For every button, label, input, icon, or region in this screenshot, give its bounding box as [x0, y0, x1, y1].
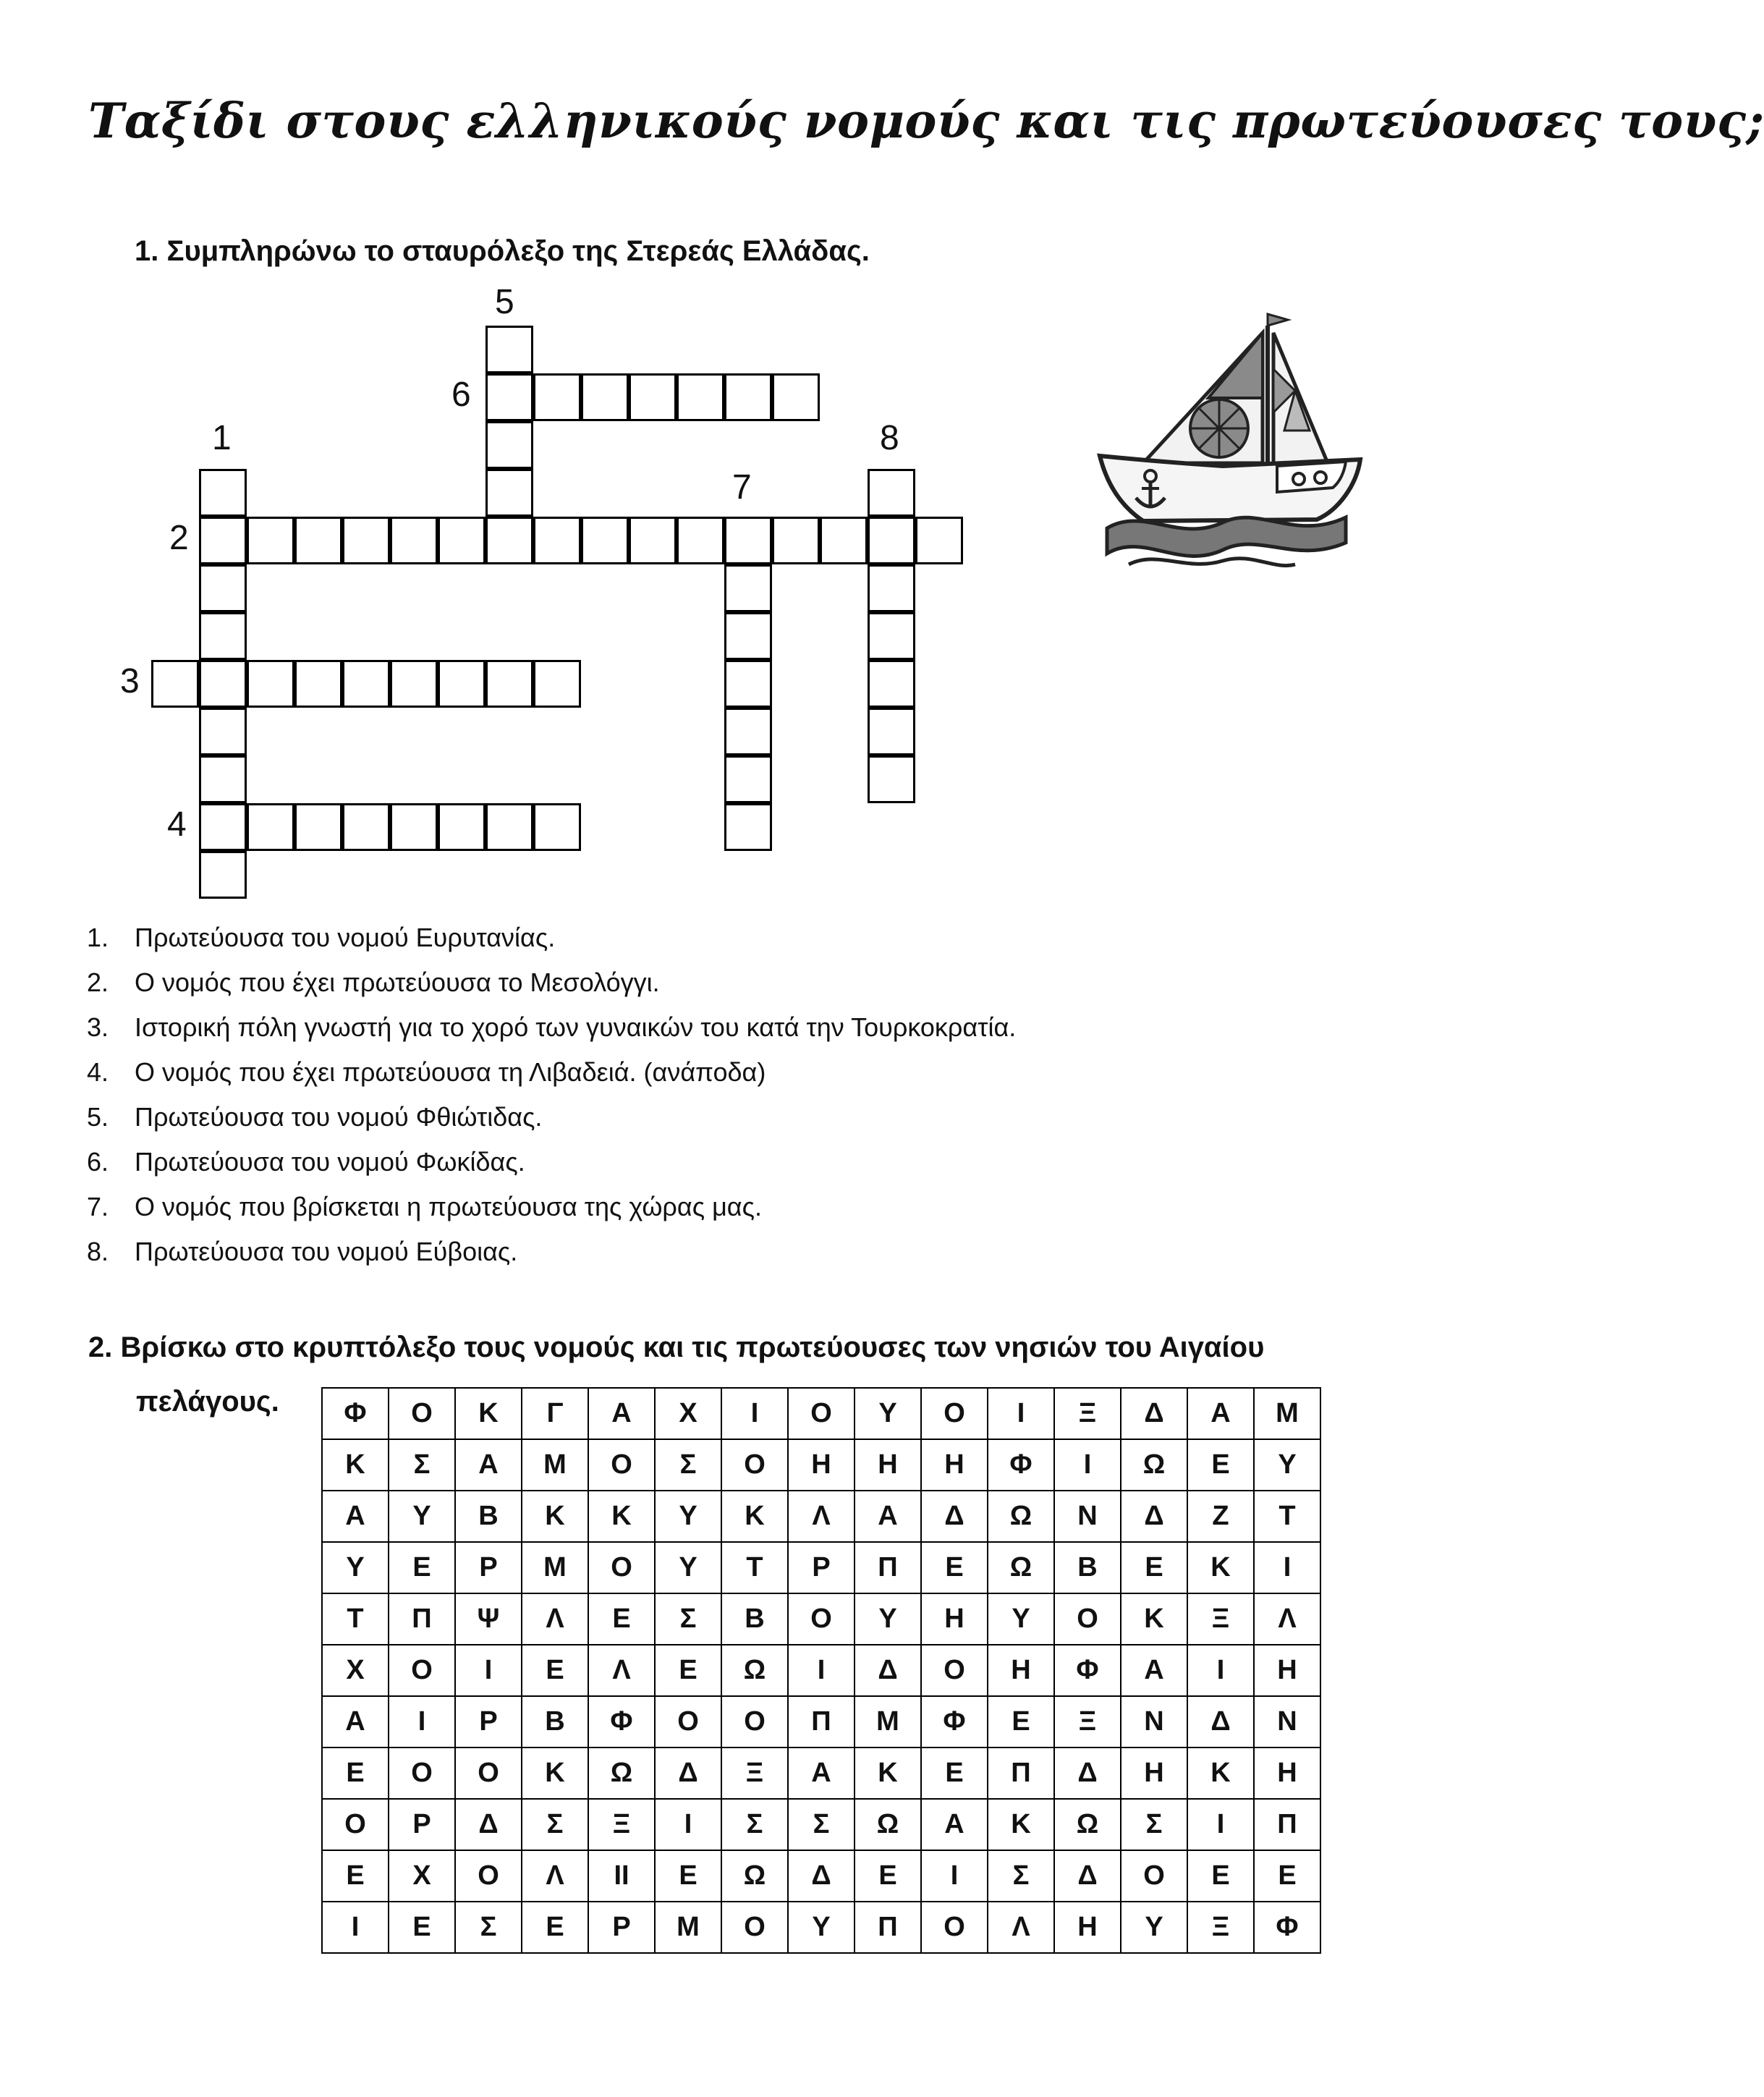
word-search-cell[interactable]: Χ — [322, 1645, 389, 1696]
word-search-cell[interactable]: Ε — [522, 1645, 588, 1696]
word-search-row — [322, 1491, 1320, 1542]
word-search-cell[interactable]: Ο — [389, 1748, 455, 1799]
word-search-cell[interactable]: Ε — [655, 1850, 721, 1902]
word-search-row — [322, 1439, 1320, 1491]
word-search-cell[interactable]: Ο — [588, 1439, 655, 1491]
crossword-cell[interactable] — [294, 517, 342, 564]
crossword-cell[interactable] — [151, 660, 199, 708]
word-search-cell[interactable]: Δ — [1054, 1748, 1121, 1799]
word-search-cell[interactable]: Φ — [322, 1388, 389, 1439]
clue-item — [87, 1140, 1016, 1185]
crossword-cell[interactable] — [485, 326, 533, 373]
word-search-cell[interactable]: Ζ — [1187, 1491, 1254, 1542]
word-search-cell[interactable]: Κ — [1121, 1593, 1187, 1645]
crossword-cell[interactable] — [199, 851, 247, 899]
word-search-row — [322, 1593, 1320, 1645]
crossword-cell[interactable] — [820, 517, 868, 564]
word-search-cell[interactable]: Δ — [655, 1748, 721, 1799]
word-search-cell[interactable]: Η — [1121, 1748, 1187, 1799]
word-search-cell[interactable]: Γ — [522, 1388, 588, 1439]
word-search-cell[interactable]: Σ — [1121, 1799, 1187, 1850]
word-search-cell[interactable]: Ο — [921, 1902, 988, 1953]
word-search-cell[interactable]: Δ — [1054, 1850, 1121, 1902]
word-search-cell[interactable]: Α — [588, 1388, 655, 1439]
word-search-cell[interactable]: Ρ — [455, 1542, 522, 1593]
crossword-number: 1 — [212, 419, 232, 457]
word-search-cell[interactable]: Ε — [1187, 1850, 1254, 1902]
word-search-cell[interactable]: Κ — [455, 1388, 522, 1439]
clue-item — [87, 1050, 1016, 1095]
crossword-cell[interactable] — [868, 469, 915, 517]
crossword-cell[interactable] — [868, 517, 915, 564]
crossword-cell[interactable] — [485, 660, 533, 708]
word-search-cell[interactable]: Ο — [788, 1388, 855, 1439]
word-search-cell[interactable]: Π — [855, 1902, 921, 1953]
word-search-cell[interactable]: Ξ — [721, 1748, 788, 1799]
word-search-cell[interactable]: Β — [522, 1696, 588, 1748]
word-search-cell[interactable]: Σ — [389, 1439, 455, 1491]
word-search-cell[interactable]: Ξ — [1187, 1593, 1254, 1645]
word-search-cell[interactable]: Ο — [655, 1696, 721, 1748]
word-search-cell[interactable]: Λ — [988, 1902, 1054, 1953]
clue-item — [87, 915, 1016, 960]
crossword-cell[interactable] — [868, 755, 915, 803]
word-search-cell[interactable]: Υ — [1254, 1439, 1320, 1491]
word-search-cell[interactable]: Ω — [988, 1542, 1054, 1593]
crossword-cell[interactable] — [724, 373, 772, 421]
word-search-cell[interactable]: Κ — [1187, 1748, 1254, 1799]
crossword-cell[interactable] — [629, 373, 677, 421]
word-search-cell[interactable]: Μ — [655, 1902, 721, 1953]
word-search-cell[interactable]: Ο — [1121, 1850, 1187, 1902]
crossword-cell[interactable] — [868, 564, 915, 612]
crossword-cell[interactable] — [533, 373, 581, 421]
word-search-cell[interactable]: Ο — [1054, 1593, 1121, 1645]
clue-item — [87, 1185, 1016, 1229]
word-search-cell[interactable]: Σ — [788, 1799, 855, 1850]
section2-heading-continued: πελάγους. — [136, 1386, 279, 1418]
word-search-cell[interactable]: Ω — [721, 1850, 788, 1902]
crossword-cell[interactable] — [390, 517, 438, 564]
crossword-number: 7 — [732, 468, 752, 507]
word-search-row — [322, 1748, 1320, 1799]
word-search-cell[interactable]: Υ — [855, 1388, 921, 1439]
crossword-number: 3 — [120, 662, 140, 700]
word-search-cell[interactable]: Η — [855, 1439, 921, 1491]
word-search-cell[interactable]: Ο — [921, 1388, 988, 1439]
word-search-cell[interactable]: Π — [855, 1542, 921, 1593]
word-search-cell[interactable]: Ω — [588, 1748, 655, 1799]
clue-text: Ο νομός που έχει πρωτεύουσα το Μεσολόγγι. — [135, 967, 660, 997]
crossword-cell[interactable] — [868, 612, 915, 660]
word-search-cell[interactable]: Χ — [389, 1850, 455, 1902]
crossword-cell[interactable] — [294, 660, 342, 708]
word-search-cell[interactable]: Λ — [788, 1491, 855, 1542]
clue-number: 5. — [87, 1102, 109, 1132]
word-search-cell[interactable]: Λ — [522, 1593, 588, 1645]
word-search-cell[interactable]: Β — [721, 1593, 788, 1645]
word-search-row — [322, 1696, 1320, 1748]
crossword-cell[interactable] — [868, 660, 915, 708]
word-search-cell[interactable]: Ο — [721, 1696, 788, 1748]
word-search-cell[interactable]: Δ — [1121, 1388, 1187, 1439]
word-search-cell[interactable]: Κ — [855, 1748, 921, 1799]
word-search-cell[interactable]: Ρ — [788, 1542, 855, 1593]
clue-number: 7. — [87, 1192, 109, 1221]
crossword-cell[interactable] — [629, 517, 677, 564]
word-search-cell[interactable]: Μ — [522, 1439, 588, 1491]
word-search-cell[interactable]: Κ — [522, 1748, 588, 1799]
clue-number: 6. — [87, 1147, 109, 1177]
word-search-cell[interactable]: Ε — [921, 1748, 988, 1799]
crossword-cell[interactable] — [868, 708, 915, 755]
crossword-number: 4 — [167, 805, 187, 844]
section2-heading: 2. Βρίσκω στο κρυπτόλεξο τους νομούς και τις πρωτεύουσες των νησιών του Αιγαίου — [88, 1331, 1265, 1363]
word-search-cell[interactable]: Ο — [455, 1748, 522, 1799]
word-search-row — [322, 1799, 1320, 1850]
word-search-cell[interactable]: Σ — [988, 1850, 1054, 1902]
word-search-cell[interactable]: Τ — [721, 1542, 788, 1593]
word-search-cell[interactable]: Φ — [1054, 1645, 1121, 1696]
word-search-cell[interactable]: Δ — [855, 1645, 921, 1696]
word-search-cell[interactable]: Σ — [721, 1799, 788, 1850]
word-search-cell[interactable]: Υ — [655, 1491, 721, 1542]
crossword-cell[interactable] — [485, 469, 533, 517]
clue-item — [87, 960, 1016, 1005]
crossword-cell[interactable] — [199, 517, 247, 564]
word-search-cell[interactable]: Ψ — [455, 1593, 522, 1645]
crossword-cell[interactable] — [199, 708, 247, 755]
crossword-cell[interactable] — [772, 373, 820, 421]
clue-text: Ο νομός που έχει πρωτεύουσα τη Λιβαδειά. (ανάποδα) — [135, 1057, 766, 1087]
crossword-cell[interactable] — [772, 517, 820, 564]
word-search-cell[interactable]: Ε — [389, 1542, 455, 1593]
word-search-cell[interactable]: Α — [322, 1696, 389, 1748]
word-search-cell[interactable]: Π — [988, 1748, 1054, 1799]
word-search-cell[interactable]: Ε — [322, 1748, 389, 1799]
word-search-cell[interactable]: Κ — [322, 1439, 389, 1491]
crossword-cell[interactable] — [247, 517, 294, 564]
word-search-cell[interactable]: Υ — [988, 1593, 1054, 1645]
word-search-cell[interactable]: Α — [1187, 1388, 1254, 1439]
word-search-cell[interactable]: Τ — [322, 1593, 389, 1645]
word-search-cell[interactable]: Η — [921, 1439, 988, 1491]
clue-text: Πρωτεύουσα του νομού Ευρυτανίας. — [135, 923, 556, 952]
word-search-cell[interactable]: Ι — [788, 1645, 855, 1696]
word-search-cell[interactable]: Υ — [1121, 1902, 1187, 1953]
word-search-cell[interactable]: Φ — [588, 1696, 655, 1748]
word-search-cell[interactable]: Υ — [655, 1542, 721, 1593]
clues-list — [87, 915, 1016, 1274]
word-search-cell[interactable]: Ι — [1187, 1799, 1254, 1850]
word-search-row — [322, 1850, 1320, 1902]
word-search-grid — [321, 1387, 1321, 1954]
crossword-number: 2 — [169, 519, 189, 557]
crossword-cell[interactable] — [677, 517, 724, 564]
word-search-cell[interactable]: Ω — [1054, 1799, 1121, 1850]
word-search-cell[interactable]: Ι — [455, 1645, 522, 1696]
word-search-cell[interactable]: Ο — [588, 1542, 655, 1593]
word-search-cell[interactable]: Σ — [455, 1902, 522, 1953]
word-search-row — [322, 1542, 1320, 1593]
word-search-cell[interactable]: Ξ — [1054, 1696, 1121, 1748]
word-search-cell[interactable]: Λ — [588, 1645, 655, 1696]
word-search-cell[interactable]: Υ — [788, 1902, 855, 1953]
word-search-cell[interactable]: Ι — [1054, 1439, 1121, 1491]
crossword-cell[interactable] — [342, 803, 390, 851]
word-search-cell[interactable]: Ο — [788, 1593, 855, 1645]
crossword-cell[interactable] — [724, 612, 772, 660]
word-search-cell[interactable]: Σ — [522, 1799, 588, 1850]
word-search-cell[interactable]: ΙΙ — [588, 1850, 655, 1902]
clue-item — [87, 1095, 1016, 1140]
word-search-cell[interactable]: Η — [1054, 1902, 1121, 1953]
word-search-cell[interactable]: Η — [788, 1439, 855, 1491]
crossword-cell[interactable] — [915, 517, 963, 564]
page-title: Ταξίδι στους ελληνικούς νομούς και τις πρωτεύουσες τους; — [88, 93, 1764, 149]
word-search-cell[interactable]: Ο — [921, 1645, 988, 1696]
clue-text: Ο νομός που βρίσκεται η πρωτεύουσα της χώρας μας. — [135, 1192, 762, 1221]
word-search-cell[interactable]: Ε — [921, 1542, 988, 1593]
word-search-cell[interactable]: Ι — [921, 1850, 988, 1902]
clue-text: Πρωτεύουσα του νομού Φωκίδας. — [135, 1147, 525, 1177]
clue-item — [87, 1005, 1016, 1050]
word-search-cell[interactable]: Ι — [655, 1799, 721, 1850]
word-search-cell[interactable]: Ε — [1187, 1439, 1254, 1491]
word-search-cell[interactable]: Η — [1254, 1645, 1320, 1696]
word-search-cell[interactable]: Α — [1121, 1645, 1187, 1696]
word-search-cell[interactable]: Ω — [988, 1491, 1054, 1542]
word-search-cell[interactable]: Ξ — [1054, 1388, 1121, 1439]
crossword-cell[interactable] — [724, 564, 772, 612]
crossword-cell[interactable] — [438, 517, 485, 564]
word-search-cell[interactable]: Ρ — [455, 1696, 522, 1748]
word-search-cell[interactable]: Ο — [721, 1902, 788, 1953]
word-search-cell[interactable]: Η — [921, 1593, 988, 1645]
word-search-cell[interactable]: Υ — [322, 1542, 389, 1593]
word-search-cell[interactable]: Ε — [1254, 1850, 1320, 1902]
crossword-cell[interactable] — [485, 517, 533, 564]
word-search-cell[interactable]: Η — [988, 1645, 1054, 1696]
word-search-cell[interactable]: Δ — [1121, 1491, 1187, 1542]
word-search-cell[interactable]: Ν — [1054, 1491, 1121, 1542]
crossword-number: 5 — [495, 283, 514, 321]
clue-text: Πρωτεύουσα του νομού Εύβοιας. — [135, 1237, 518, 1266]
word-search-cell[interactable]: Κ — [1187, 1542, 1254, 1593]
word-search-cell[interactable]: Ε — [389, 1902, 455, 1953]
sailboat-illustration — [1078, 311, 1375, 586]
word-search-cell[interactable]: Π — [1254, 1799, 1320, 1850]
word-search-cell[interactable]: Ω — [1121, 1439, 1187, 1491]
clue-number: 1. — [87, 923, 109, 952]
word-search-cell[interactable]: Σ — [655, 1439, 721, 1491]
word-search-cell[interactable]: Ο — [455, 1850, 522, 1902]
crossword-cell[interactable] — [199, 612, 247, 660]
word-search-cell[interactable]: Λ — [1254, 1593, 1320, 1645]
word-search-cell[interactable]: Ι — [988, 1388, 1054, 1439]
word-search-cell[interactable]: Φ — [1254, 1902, 1320, 1953]
word-search-cell[interactable]: Μ — [522, 1542, 588, 1593]
crossword-cell[interactable] — [533, 517, 581, 564]
word-search-cell[interactable]: Α — [855, 1491, 921, 1542]
crossword-cell[interactable] — [724, 517, 772, 564]
clue-number: 4. — [87, 1057, 109, 1087]
word-search-cell[interactable]: Ι — [1187, 1645, 1254, 1696]
word-search-cell[interactable]: Ο — [721, 1439, 788, 1491]
word-search-cell[interactable]: Μ — [855, 1696, 921, 1748]
crossword-cell[interactable] — [485, 421, 533, 469]
clue-text: Πρωτεύουσα του νομού Φθιώτιδας. — [135, 1102, 543, 1132]
word-search-cell[interactable]: Ρ — [588, 1902, 655, 1953]
word-search-cell[interactable]: Δ — [788, 1850, 855, 1902]
crossword-cell[interactable] — [677, 373, 724, 421]
word-search-cell[interactable]: Α — [455, 1439, 522, 1491]
crossword-cell[interactable] — [485, 803, 533, 851]
word-search-cell[interactable]: Ε — [588, 1593, 655, 1645]
crossword-number: 6 — [451, 376, 471, 414]
word-search-cell[interactable]: Δ — [1187, 1696, 1254, 1748]
crossword-cell[interactable] — [294, 803, 342, 851]
crossword-cell[interactable] — [533, 803, 581, 851]
crossword-cell[interactable] — [724, 755, 772, 803]
word-search-cell[interactable]: Λ — [522, 1850, 588, 1902]
word-search-cell[interactable]: Ν — [1121, 1696, 1187, 1748]
word-search-cell[interactable]: Ω — [721, 1645, 788, 1696]
word-search-cell[interactable]: Ρ — [389, 1799, 455, 1850]
word-search-cell[interactable]: Κ — [588, 1491, 655, 1542]
word-search-cell[interactable]: Ν — [1254, 1696, 1320, 1748]
crossword-cell[interactable] — [390, 803, 438, 851]
word-search-cell[interactable]: Ω — [855, 1799, 921, 1850]
word-search-cell[interactable]: Ο — [389, 1645, 455, 1696]
word-search-cell[interactable]: Ο — [322, 1799, 389, 1850]
word-search-cell[interactable]: Τ — [1254, 1491, 1320, 1542]
crossword-cell[interactable] — [724, 660, 772, 708]
word-search-cell[interactable]: Β — [1054, 1542, 1121, 1593]
word-search-cell[interactable]: Ε — [855, 1850, 921, 1902]
word-search-cell[interactable]: Α — [921, 1799, 988, 1850]
crossword-cell[interactable] — [247, 803, 294, 851]
crossword-cell[interactable] — [581, 373, 629, 421]
crossword-cell[interactable] — [342, 660, 390, 708]
crossword-cell[interactable] — [724, 708, 772, 755]
crossword-cell[interactable] — [485, 373, 533, 421]
word-search-cell[interactable]: Σ — [655, 1593, 721, 1645]
word-search-cell[interactable]: Κ — [988, 1799, 1054, 1850]
word-search-row — [322, 1645, 1320, 1696]
word-search-cell[interactable]: Π — [788, 1696, 855, 1748]
clue-text: Ιστορική πόλη γνωστή για το χορό των γυναικών του κατά την Τουρκοκρατία. — [135, 1012, 1017, 1042]
crossword-cell[interactable] — [199, 564, 247, 612]
word-search-cell[interactable]: Ι — [1254, 1542, 1320, 1593]
crossword-number: 8 — [880, 419, 899, 457]
clue-item — [87, 1229, 1016, 1274]
clue-number: 8. — [87, 1237, 109, 1266]
crossword-cell[interactable] — [724, 803, 772, 851]
word-search-cell[interactable]: Ε — [988, 1696, 1054, 1748]
word-search-cell[interactable]: Ξ — [588, 1799, 655, 1850]
clue-number: 2. — [87, 967, 109, 997]
word-search-cell[interactable]: Δ — [921, 1491, 988, 1542]
crossword-cell[interactable] — [199, 803, 247, 851]
crossword-cell[interactable] — [533, 660, 581, 708]
crossword-cell[interactable] — [199, 660, 247, 708]
word-search-cell[interactable]: Κ — [522, 1491, 588, 1542]
word-search-cell[interactable]: Ι — [322, 1902, 389, 1953]
crossword-cell[interactable] — [199, 469, 247, 517]
word-search-cell[interactable]: Δ — [455, 1799, 522, 1850]
word-search-cell[interactable]: Ι — [721, 1388, 788, 1439]
word-search-cell[interactable]: Υ — [855, 1593, 921, 1645]
word-search-cell[interactable]: Ι — [389, 1696, 455, 1748]
crossword-cell[interactable] — [342, 517, 390, 564]
word-search-cell[interactable]: Α — [788, 1748, 855, 1799]
word-search-cell[interactable]: Ε — [522, 1902, 588, 1953]
crossword-cell[interactable] — [247, 660, 294, 708]
section1-heading: 1. Συμπληρώνω το σταυρόλεξο της Στερεάς Ελλάδας. — [135, 235, 870, 267]
word-search-row — [322, 1902, 1320, 1953]
word-search-cell[interactable]: Ε — [322, 1850, 389, 1902]
word-search-row — [322, 1388, 1320, 1439]
crossword-cell[interactable] — [199, 755, 247, 803]
word-search-cell[interactable]: Υ — [389, 1491, 455, 1542]
word-search-cell[interactable]: Η — [1254, 1748, 1320, 1799]
word-search-cell[interactable]: Ξ — [1187, 1902, 1254, 1953]
word-search-cell[interactable]: Ο — [389, 1388, 455, 1439]
word-search-cell[interactable]: Κ — [721, 1491, 788, 1542]
crossword-cell[interactable] — [438, 803, 485, 851]
word-search-cell[interactable]: Π — [389, 1593, 455, 1645]
crossword-cell[interactable] — [438, 660, 485, 708]
word-search-cell[interactable]: Χ — [655, 1388, 721, 1439]
crossword-cell[interactable] — [581, 517, 629, 564]
word-search-cell[interactable]: Ε — [1121, 1542, 1187, 1593]
crossword-cell[interactable] — [390, 660, 438, 708]
word-search-cell[interactable]: Ε — [655, 1645, 721, 1696]
word-search-cell[interactable]: Α — [322, 1491, 389, 1542]
clue-number: 3. — [87, 1012, 109, 1042]
word-search-cell[interactable]: Φ — [921, 1696, 988, 1748]
word-search-cell[interactable]: Φ — [988, 1439, 1054, 1491]
word-search-cell[interactable]: Β — [455, 1491, 522, 1542]
word-search-cell[interactable]: Μ — [1254, 1388, 1320, 1439]
